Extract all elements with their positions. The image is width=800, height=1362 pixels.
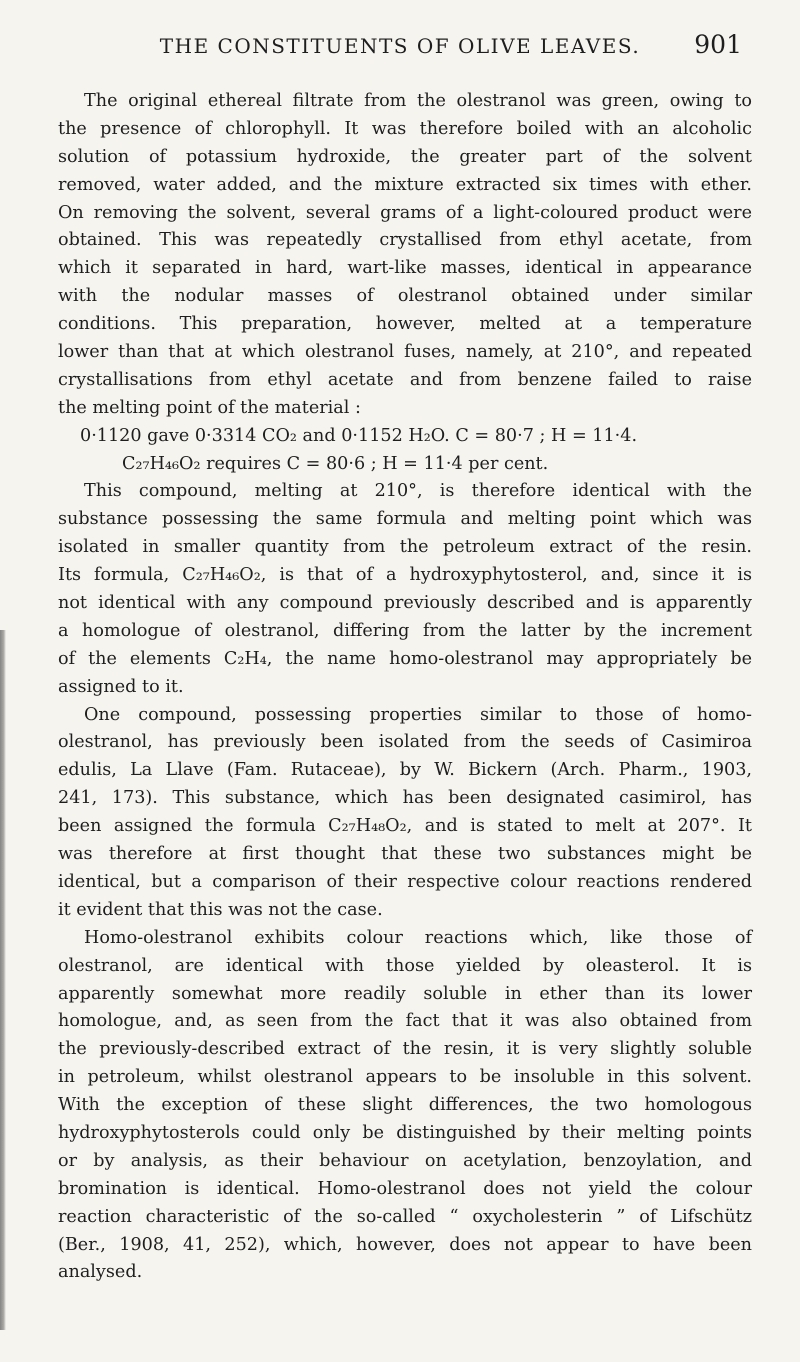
text-line: the presence of chlorophyll. It was therefore boiled with an alcoholic	[58, 118, 752, 139]
text-line: 241, 173). This substance, which has been designated casimirol, has	[58, 788, 752, 809]
text-line: it evident that this was not the case.	[58, 899, 383, 920]
running-title: THE CONSTITUENTS OF OLIVE LEAVES.	[159, 34, 641, 58]
analysis-line: 0·1120 gave 0·3314 CO₂ and 0·1152 H₂O. C = 80·7 ; H = 11·4.	[80, 425, 638, 446]
page-edge-shadow	[0, 630, 6, 1330]
text-line: been assigned the formula C₂₇H₄₈O₂, and is stated to melt at 207°. It	[58, 816, 752, 837]
text-line: which it separated in hard, wart-like masses, identical in appearance	[58, 258, 752, 279]
text-line: isolated in smaller quantity from the petroleum extract of the resin.	[58, 537, 752, 558]
text-line: solution of potassium hydroxide, the greater part of the solvent	[58, 146, 752, 167]
text-line: with the nodular masses of olestranol obtained under similar	[58, 286, 752, 307]
text-line: the melting point of the material :	[58, 397, 361, 418]
page-number: 901	[694, 30, 742, 59]
text-line: identical, but a comparison of their respective colour reactions rendered	[58, 871, 752, 892]
text-line: apparently somewhat more readily soluble in ether than its lower	[58, 983, 752, 1004]
text-line: hydroxyphytosterols could only be distinguished by their melting points	[58, 1122, 752, 1143]
text-line: removed, water added, and the mixture extracted six times with ether.	[58, 174, 752, 195]
text-line: a homologue of olestranol, differing from the latter by the increment	[58, 620, 752, 641]
text-line: This compound, melting at 210°, is therefore identical with the	[84, 481, 752, 502]
text-line: One compound, possessing properties similar to those of homo-	[84, 704, 752, 725]
text-line: olestranol, are identical with those yielded by oleasterol. It is	[58, 955, 752, 976]
text-line: reaction characteristic of the so-called “ oxycholesterin ” of Lifschütz	[58, 1206, 752, 1227]
text-line: conditions. This preparation, however, melted at a temperature	[58, 314, 752, 335]
running-header	[58, 30, 742, 64]
formula-line: C₂₇H₄₆O₂ requires C = 80·6 ; H = 11·4 per cent.	[122, 453, 549, 474]
text-line: On removing the solvent, several grams of a light-coloured product were	[58, 202, 752, 223]
body-text	[58, 88, 752, 1287]
text-line: not identical with any compound previously described and is apparently	[58, 593, 752, 614]
text-line: The original ethereal filtrate from the olestranol was green, owing to	[84, 91, 752, 111]
text-line: edulis, La Llave (Fam. Rutaceae), by W. Bickern (Arch. Pharm., 1903,	[58, 760, 752, 781]
text-line: substance possessing the same formula and melting point which was	[58, 509, 752, 530]
text-line: of the elements C₂H₄, the name homo-olestranol may appropriately be	[58, 648, 752, 669]
text-line: With the exception of these slight differences, the two homologous	[58, 1095, 752, 1116]
text-line: crystallisations from ethyl acetate and from benzene failed to raise	[58, 369, 752, 390]
text-line: homologue, and, as seen from the fact that it was also obtained from	[58, 1011, 752, 1032]
text-line: was therefore at first thought that these two substances might be	[58, 844, 752, 865]
text-line: the previously-described extract of the resin, it is very slightly soluble	[58, 1039, 752, 1060]
text-line: or by analysis, as their behaviour on acetylation, benzoylation, and	[58, 1150, 752, 1171]
text-line: lower than that at which olestranol fuses, namely, at 210°, and repeated	[58, 342, 752, 363]
text-line: analysed.	[58, 1262, 143, 1283]
text-line: (Ber., 1908, 41, 252), which, however, does not appear to have been	[58, 1234, 752, 1255]
text-line: Homo-olestranol exhibits colour reactions which, like those of	[84, 927, 752, 948]
text-line: olestranol, has previously been isolated from the seeds of Casimiroa	[58, 732, 752, 753]
text-line: Its formula, C₂₇H₄₆O₂, is that of a hydroxyphytosterol, and, since it is	[58, 565, 752, 586]
text-line: bromination is identical. Homo-olestranol does not yield the colour	[58, 1178, 752, 1199]
text-line: in petroleum, whilst olestranol appears to be insoluble in this solvent.	[58, 1067, 752, 1088]
text-line: obtained. This was repeatedly crystallised from ethyl acetate, from	[58, 230, 752, 251]
text-line: assigned to it.	[58, 676, 184, 697]
